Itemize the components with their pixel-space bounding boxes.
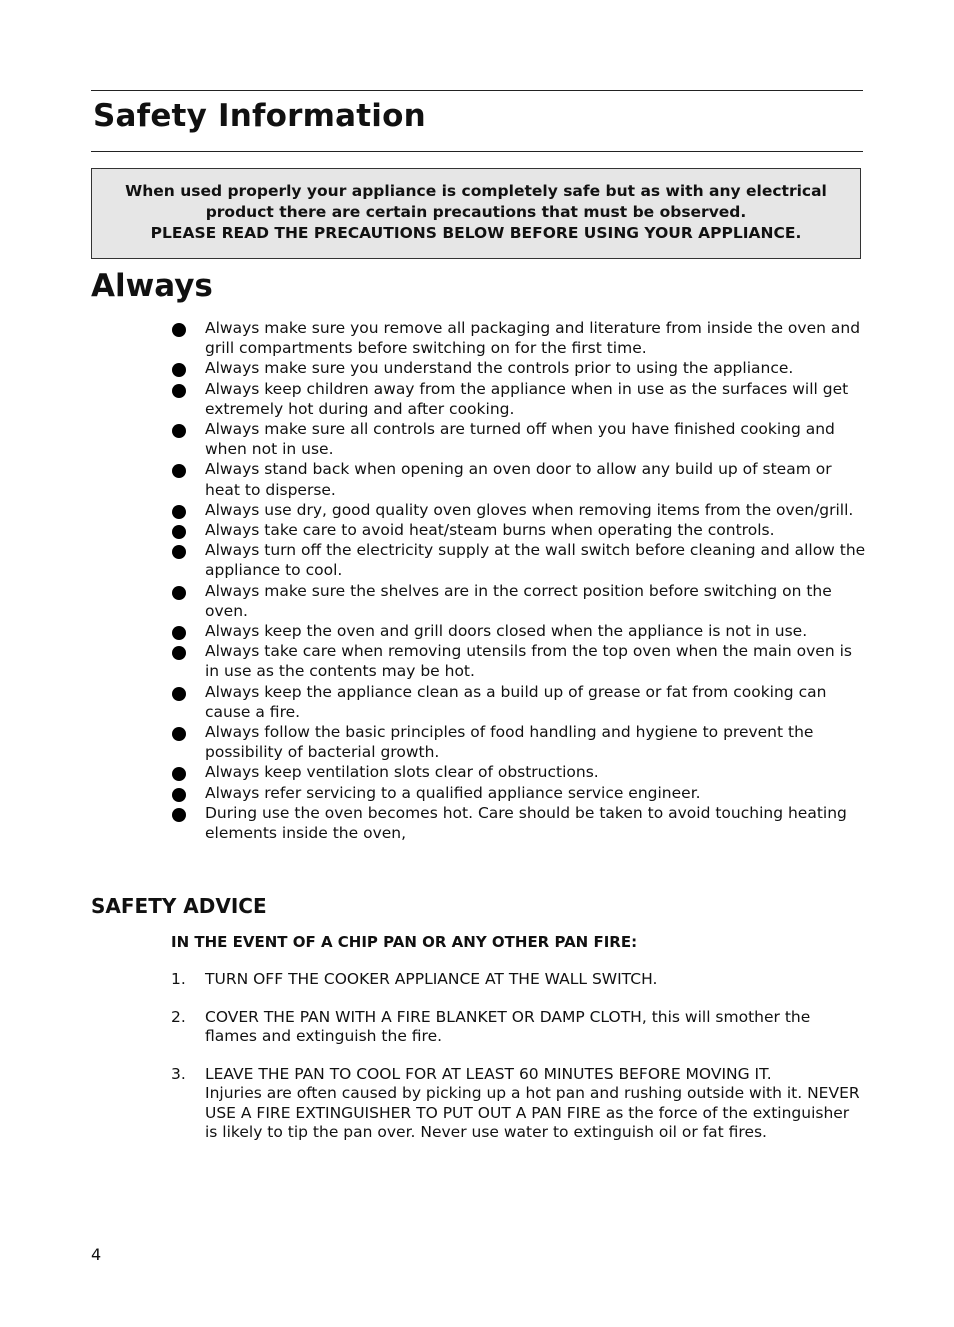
bullet-icon (172, 586, 186, 600)
step-number: 1. (171, 970, 186, 988)
safety-notice-box (91, 168, 861, 259)
always-list-item (171, 581, 866, 621)
bullet-icon (172, 323, 186, 337)
always-list-item (171, 803, 866, 843)
always-item-text: Always keep ventilation slots clear of obstructions. (205, 763, 599, 782)
always-list-item (171, 783, 866, 803)
bullet-icon (172, 384, 186, 398)
bullet-icon (172, 525, 186, 539)
always-list-item (171, 540, 866, 580)
step-item (171, 1065, 866, 1143)
always-list-item (171, 621, 866, 641)
bullet-icon (172, 788, 186, 802)
always-item-text: Always use dry, good quality oven gloves when removing items from the oven/grill. (205, 500, 854, 519)
bullet-icon (172, 646, 186, 660)
always-list-item (171, 500, 866, 520)
step-item (171, 970, 866, 990)
always-item-text: Always follow the basic principles of food handling and hygiene to prevent the possibility of bacterial growth. (205, 723, 814, 762)
notice-line-3: PLEASE READ THE PRECAUTIONS BELOW BEFORE USING YOUR APPLIANCE. (150, 224, 802, 242)
always-item-text: Always make sure you remove all packaging and literature from inside the oven and grill compartments before switching on for the first time. (205, 319, 861, 358)
step-item (171, 1008, 866, 1047)
always-item-text: Always turn off the electricity supply at the wall switch before cleaning and allow the appliance to cool. (205, 541, 866, 580)
always-list-item (171, 379, 866, 419)
step-text: LEAVE THE PAN TO COOL FOR AT LEAST 60 MINUTES BEFORE MOVING IT. (205, 1064, 772, 1083)
always-item-text: Always keep the oven and grill doors closed when the appliance is not in use. (205, 622, 808, 641)
bullet-icon (172, 464, 186, 478)
bullet-icon (172, 767, 186, 781)
always-item-text: During use the oven becomes hot. Care should be taken to avoid touching heating elements inside the oven, (205, 803, 847, 843)
always-list (171, 318, 866, 843)
page-number: 4 (91, 1245, 102, 1264)
always-item-text: Always keep the appliance clean as a build up of grease or fat from cooking can cause a fire. (205, 682, 827, 721)
bullet-icon (172, 505, 186, 519)
bullet-icon (172, 363, 186, 377)
always-item-text: Always stand back when opening an oven door to allow any build up of steam or heat to disperse. (205, 460, 832, 499)
step-number: 2. (171, 1007, 186, 1026)
always-list-item (171, 520, 866, 540)
always-item-text: Always make sure all controls are turned off when you have finished cooking and when not in use. (205, 420, 835, 459)
bullet-icon (172, 808, 186, 822)
bullet-icon (172, 727, 186, 741)
notice-line-1: When used properly your appliance is completely safe but as with any electrical (125, 182, 827, 200)
safety-advice-heading: SAFETY ADVICE (91, 894, 267, 918)
always-list-item (171, 682, 866, 722)
always-list-item (171, 318, 866, 358)
always-list-item (171, 762, 866, 782)
step-text: TURN OFF THE COOKER APPLIANCE AT THE WALL SWITCH. (205, 970, 658, 988)
notice-line-2: product there are certain precautions that must be observed. (205, 203, 747, 221)
always-heading: Always (91, 268, 213, 304)
always-list-item (171, 459, 866, 499)
always-item-text: Always make sure you understand the controls prior to using the appliance. (205, 359, 794, 378)
always-item-text: Always make sure the shelves are in the correct position before switching on the oven. (205, 581, 832, 620)
bullet-icon (172, 687, 186, 701)
bullet-icon (172, 626, 186, 640)
page-title: Safety Information (93, 98, 426, 134)
always-item-text: Always take care to avoid heat/steam burns when operating the controls. (205, 521, 775, 540)
title-underline-rule (91, 151, 863, 152)
always-list-item (171, 419, 866, 459)
step-number: 3. (171, 1064, 186, 1083)
always-item-text: Always keep children away from the appliance when in use as the surfaces will get extremely hot during and after cooking. (205, 379, 849, 418)
bullet-icon (172, 424, 186, 438)
always-list-item (171, 722, 866, 762)
top-rule (91, 90, 863, 91)
always-item-text: Always take care when removing utensils from the top oven when the main oven is in use as the contents may be hot. (205, 642, 852, 681)
always-list-item (171, 358, 866, 378)
always-list-item (171, 641, 866, 681)
pan-fire-heading: IN THE EVENT OF A CHIP PAN OR ANY OTHER PAN FIRE: (171, 933, 638, 951)
step-text: COVER THE PAN WITH A FIRE BLANKET OR DAMP CLOTH, this will smother the flames and extinguish the fire. (205, 1007, 811, 1045)
step-detail: Injuries are often caused by picking up a hot pan and rushing outside with it. NEVER USE A FIRE EXTINGUISHER TO PUT OUT A PAN FIRE as the force of the extinguisher is likely to tip the pan over. Never use water to extinguish oil or fat fires. (205, 1084, 860, 1141)
pan-fire-steps (171, 970, 866, 1161)
always-item-text: Always refer servicing to a qualified appliance service engineer. (205, 783, 701, 802)
bullet-icon (172, 545, 186, 559)
